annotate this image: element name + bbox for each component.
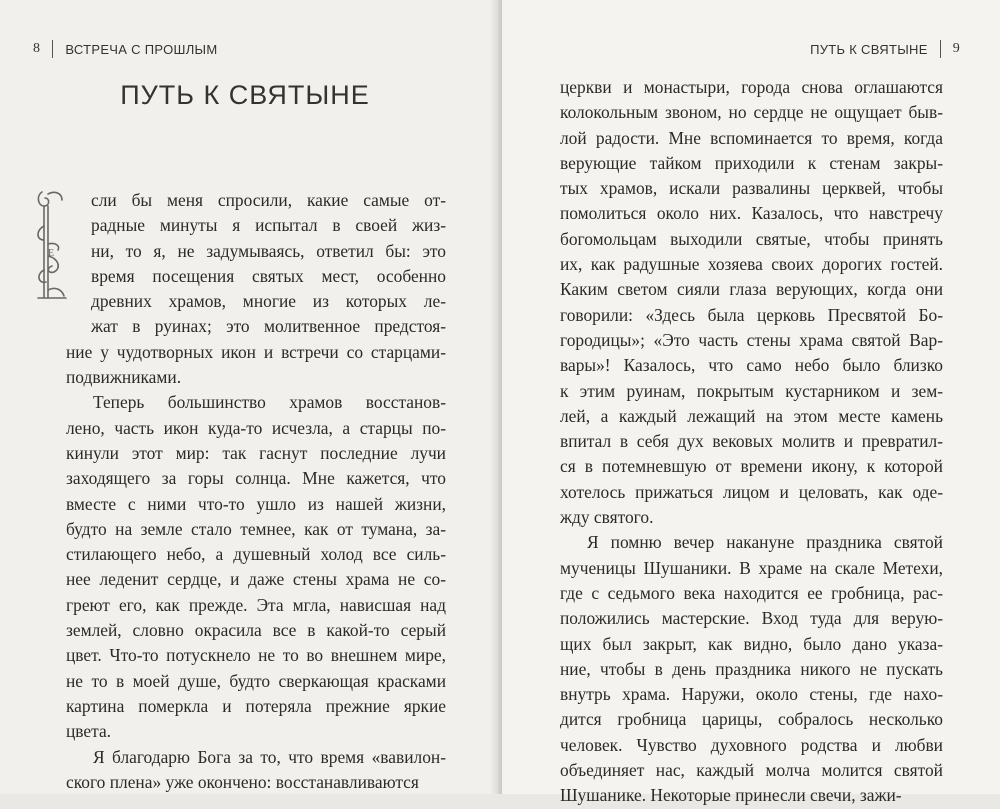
- text-line: к этим руинам, покрытым кустарником и зем-: [560, 380, 943, 401]
- text-line: колокольным звоном, но сердце не ощущает быв-: [560, 102, 943, 123]
- text-line: хотелось прижаться лицом и целовать, как оде-: [560, 481, 943, 502]
- text-line: Я благодарю Бога за то, что время «вавилон-: [93, 746, 446, 767]
- text-line: сли бы меня спросили, какие самые от-: [91, 190, 446, 210]
- text-line: ние, чтобы в день праздника никого не пускать: [560, 658, 943, 679]
- text-line: стилающего небо, а душевный холод все силь-: [66, 544, 446, 565]
- text-line: ние у чудотворных икон и встречи со старцами-: [66, 341, 446, 362]
- text-line: вары»! Казалось, что само небо было близко: [560, 355, 943, 376]
- text-line: городицы»; «Это часть стены храма святой Вар-: [560, 329, 943, 350]
- text-line: жду святого.: [560, 507, 654, 528]
- text-line: не то в моей душе, будто сверкающая красками: [66, 670, 446, 691]
- text-line: кинули этот мир: так гаснут последние лучи: [66, 442, 446, 463]
- text-line: говорили: «Здесь была церковь Пресвятой Бо-: [560, 304, 943, 325]
- text-line: ся в потемневшую от времени икону, к которой: [560, 456, 943, 477]
- right-page-number: 9: [952, 41, 960, 56]
- right-running-head: ПУТЬ К СВЯТЫНЕ: [810, 41, 928, 57]
- text-line: картина померкла и потеряла прежние яркие: [66, 695, 446, 716]
- text-line: дится гробница царицы, собралось несколько: [560, 709, 943, 730]
- text-line: тых храмов, искали развалины церквей, чтобы: [560, 178, 943, 199]
- text-line: помолиться около них. Казалось, что навстречу: [560, 203, 943, 224]
- header-separator: [52, 40, 53, 58]
- text-line: жат в руинах; это молитвенное предстоя-: [91, 316, 446, 337]
- text-line: заходящего за горы солнца. Мне кажется, что: [66, 468, 446, 489]
- header-separator: [940, 40, 941, 58]
- text-line: впитал в себя дух вековых молитв и превратил-: [560, 431, 943, 452]
- text-line: ни, то я, не задумываясь, ответил бы: это: [91, 240, 446, 261]
- text-line: цвета.: [66, 721, 112, 742]
- text-line: церкви и монастыри, города снова оглашаются: [560, 77, 943, 97]
- left-running-head: ВСТРЕЧА С ПРОШЛЫМ: [65, 41, 218, 57]
- text-line: вместе с ними что-то ушло из нашей жизни,: [66, 493, 446, 514]
- text-line: внутрь храма. Наружи, около стены, где нахо-: [560, 684, 943, 705]
- text-line: будто на земле стало темнее, как от тумана, за-: [66, 518, 446, 539]
- text-line: древних храмов, многие из которых ле-: [91, 291, 446, 312]
- text-line: объединяет нас, каждый молча молится святой: [560, 760, 943, 781]
- left-page: [0, 0, 498, 794]
- text-line: богомольцам выходили святые, чтобы принять: [560, 228, 943, 249]
- text-line: Я помню вечер накануне праздника святой: [587, 532, 943, 553]
- right-body-text: [560, 75, 943, 809]
- dropcap-letter: Е: [47, 248, 55, 259]
- text-line: их, как радушные хозяева своих дорогих гостей.: [560, 254, 943, 275]
- text-line: Шушанике. Некоторые принесли свечи, зажи-: [560, 785, 902, 806]
- text-line: щих был закрыт, как видно, было дано указа-: [560, 633, 943, 654]
- text-line: цвет. Что-то потускнело не то во внешнем мире,: [66, 645, 446, 666]
- text-line: лей, а каждый лежащий на этом месте камень: [560, 405, 943, 426]
- text-line: время посещения святых мест, особенно: [91, 265, 446, 286]
- text-line: положились мастерские. Вход туда для верую-: [560, 608, 943, 629]
- right-running-header: [810, 40, 960, 58]
- text-line: радные минуты я испытал в своей жиз-: [91, 215, 446, 236]
- text-line: Теперь большинство храмов восстанов-: [93, 392, 446, 413]
- text-line: подвижниками.: [66, 367, 182, 388]
- text-line: нее леденит сердце, и даже стены храма не со-: [66, 569, 446, 590]
- text-line: лено, часть икон куда-то исчезла, а старцы по-: [66, 417, 446, 438]
- left-page-number: 8: [33, 41, 41, 56]
- text-line: ского плена» уже окончено: восстанавливаются: [66, 771, 419, 792]
- text-line: греют его, как прежде. Эта мгла, нависшая над: [66, 594, 446, 615]
- text-line: верующие тайком приходили к стенам закры-: [560, 152, 943, 173]
- text-line: землей, словно окрасила все в какой-то серый: [66, 620, 446, 641]
- text-line: человек. Чувство духовного родства и любви: [560, 734, 943, 755]
- chapter-title: ПУТЬ К СВЯТЫНЕ: [120, 80, 370, 110]
- text-line: мученицы Шушаники. В храме на скале Метехи,: [560, 557, 943, 578]
- text-line: лой радости. Мне вспоминается то время, когда: [560, 127, 943, 148]
- left-running-header: [33, 40, 217, 58]
- text-line: где с седьмого века находится ее гробница, рас-: [560, 582, 943, 603]
- text-line: Каким светом сияли глаза верующих, когда они: [560, 279, 943, 300]
- left-body-text: [66, 188, 446, 794]
